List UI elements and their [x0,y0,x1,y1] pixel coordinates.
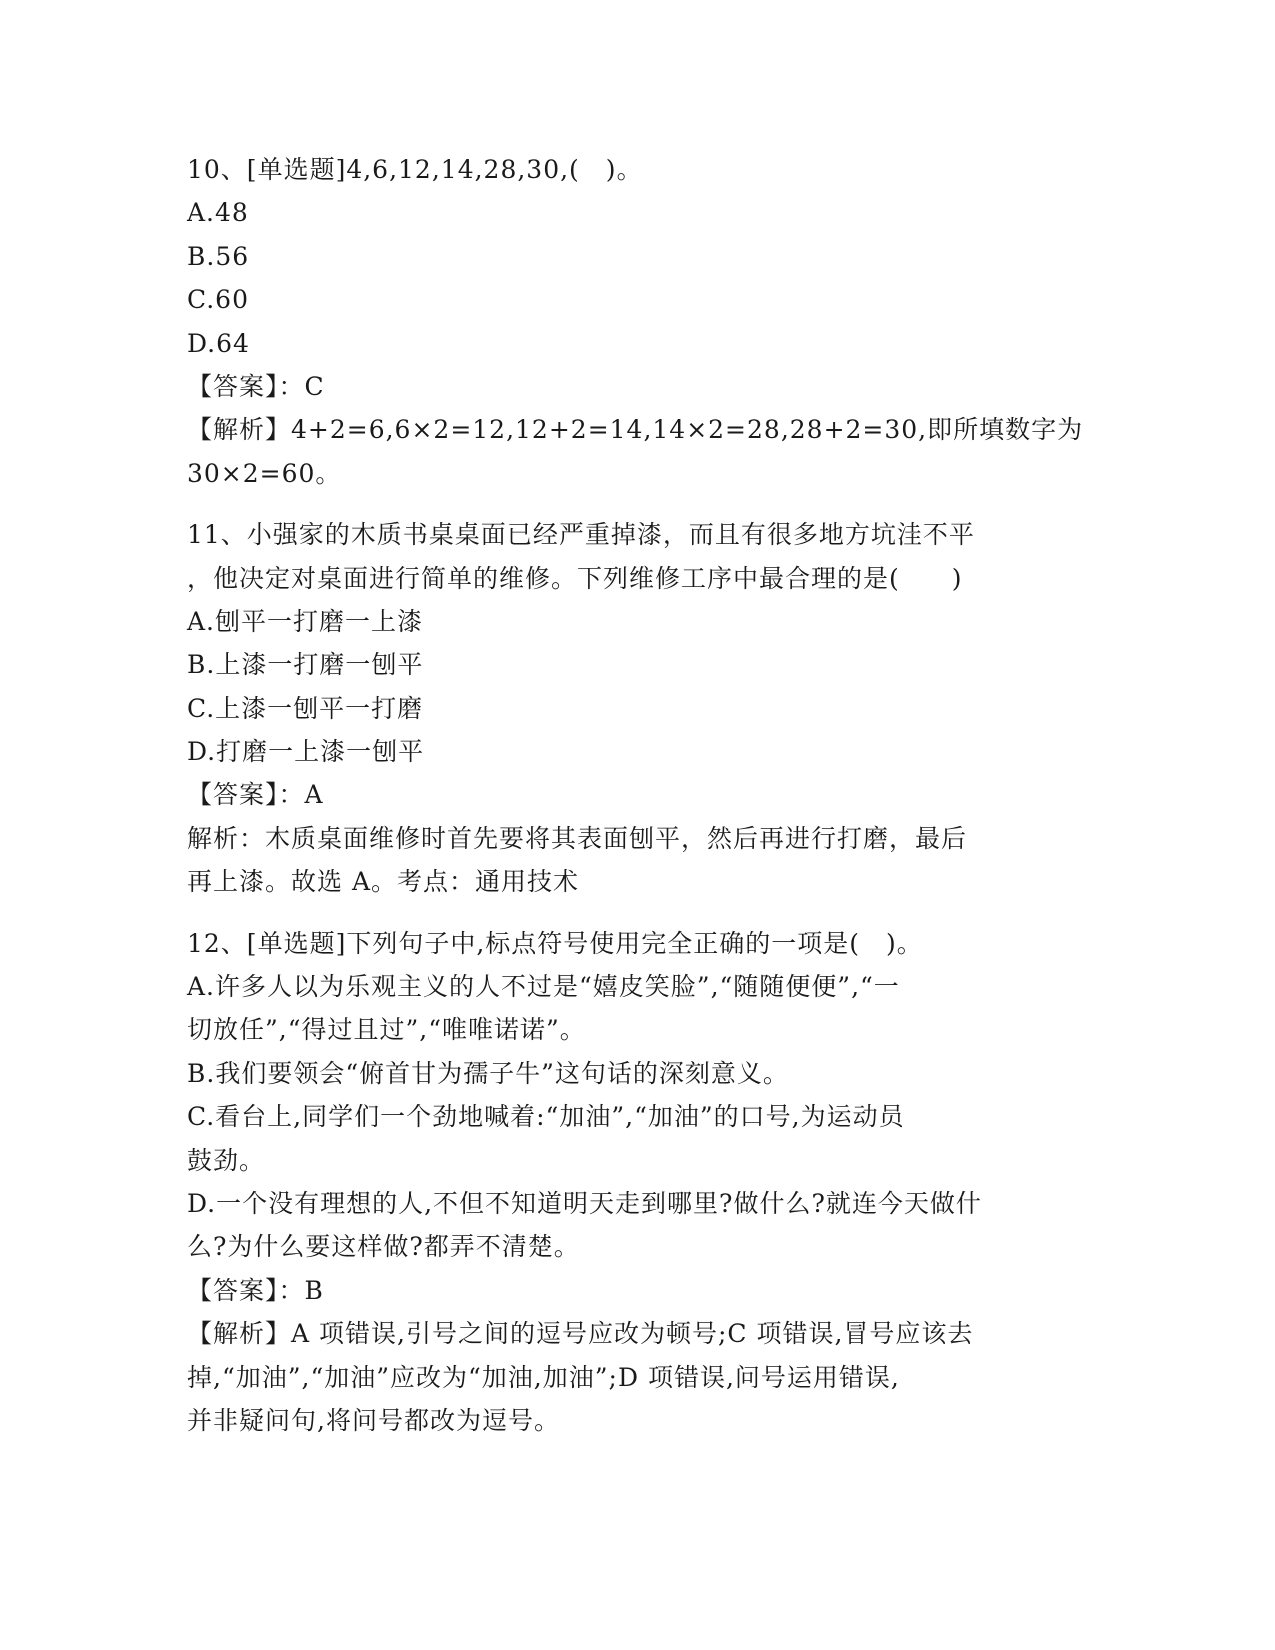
option-c: C.60 [187,285,249,315]
analysis-line: 【解析】A 项错误,引号之间的逗号应改为顿号;C 项错误,冒号应该去 [187,1319,974,1349]
question-stem: 10、[单选题]4,6,12,14,28,30,( )。 [187,155,643,184]
question-stem: 12、[单选题]下列句子中,标点符号使用完全正确的一项是( )。 [187,928,923,958]
answer: 【答案】：B [187,1275,324,1305]
analysis-line: 再上漆。故选 A。考点：通用技术 [187,867,580,897]
option-d: D.64 [187,328,250,358]
question-10 [187,148,1087,495]
analysis-line: 30×2=60。 [187,458,342,488]
option-b: B.我们要领会“俯首甘为孺子牛”这句话的深刻意义。 [187,1058,789,1088]
question-spacer [187,904,1087,922]
answer: 【答案】：A [187,780,324,810]
option-d-continued: 么?为什么要这样做?都弄不清楚。 [187,1232,580,1262]
option-b: B.56 [187,241,250,271]
option-a-continued: 切放任”,“得过且过”,“唯唯诺诺”。 [187,1015,586,1045]
analysis-line: 【解析】4+2=6,6×2=12,12+2=14,14×2=28,28+2=30,即所填数字为 [187,415,1084,445]
document-content [187,148,1087,1442]
option-c: C.看台上,同学们一个劲地喊着:“加油”,“加油”的口号,为运动员 [187,1102,905,1132]
question-stem: 11、小强家的木质书桌桌面已经严重掉漆，而且有很多地方坑洼不平 [187,520,975,550]
option-b: B.上漆一打磨一刨平 [187,650,424,680]
answer: 【答案】：C [187,371,325,401]
option-a: A.许多人以为乐观主义的人不过是“嬉皮笑脸”,“随随便便”,“一 [187,972,900,1002]
option-d: D.打磨一上漆一刨平 [187,737,425,767]
option-c-continued: 鼓劲。 [187,1145,266,1175]
analysis-line: 并非疑问句,将问号都改为逗号。 [187,1405,560,1435]
question-11 [187,513,1087,904]
option-d: D.一个没有理想的人,不但不知道明天走到哪里?做什么?就连今天做什 [187,1188,982,1218]
option-a: A.刨平一打磨一上漆 [187,606,424,636]
analysis-line: 解析：木质桌面维修时首先要将其表面刨平，然后再进行打磨，最后 [187,823,968,853]
option-c: C.上漆一刨平一打磨 [187,693,424,723]
question-spacer [187,495,1087,513]
question-12 [187,922,1087,1443]
question-stem: ，他决定对桌面进行简单的维修。下列维修工序中最合理的是( ) [187,563,963,593]
analysis-line: 掉,“加油”,“加油”应改为“加油,加油”;D 项错误,问号运用错误, [187,1362,900,1392]
option-a: A.48 [187,198,249,228]
